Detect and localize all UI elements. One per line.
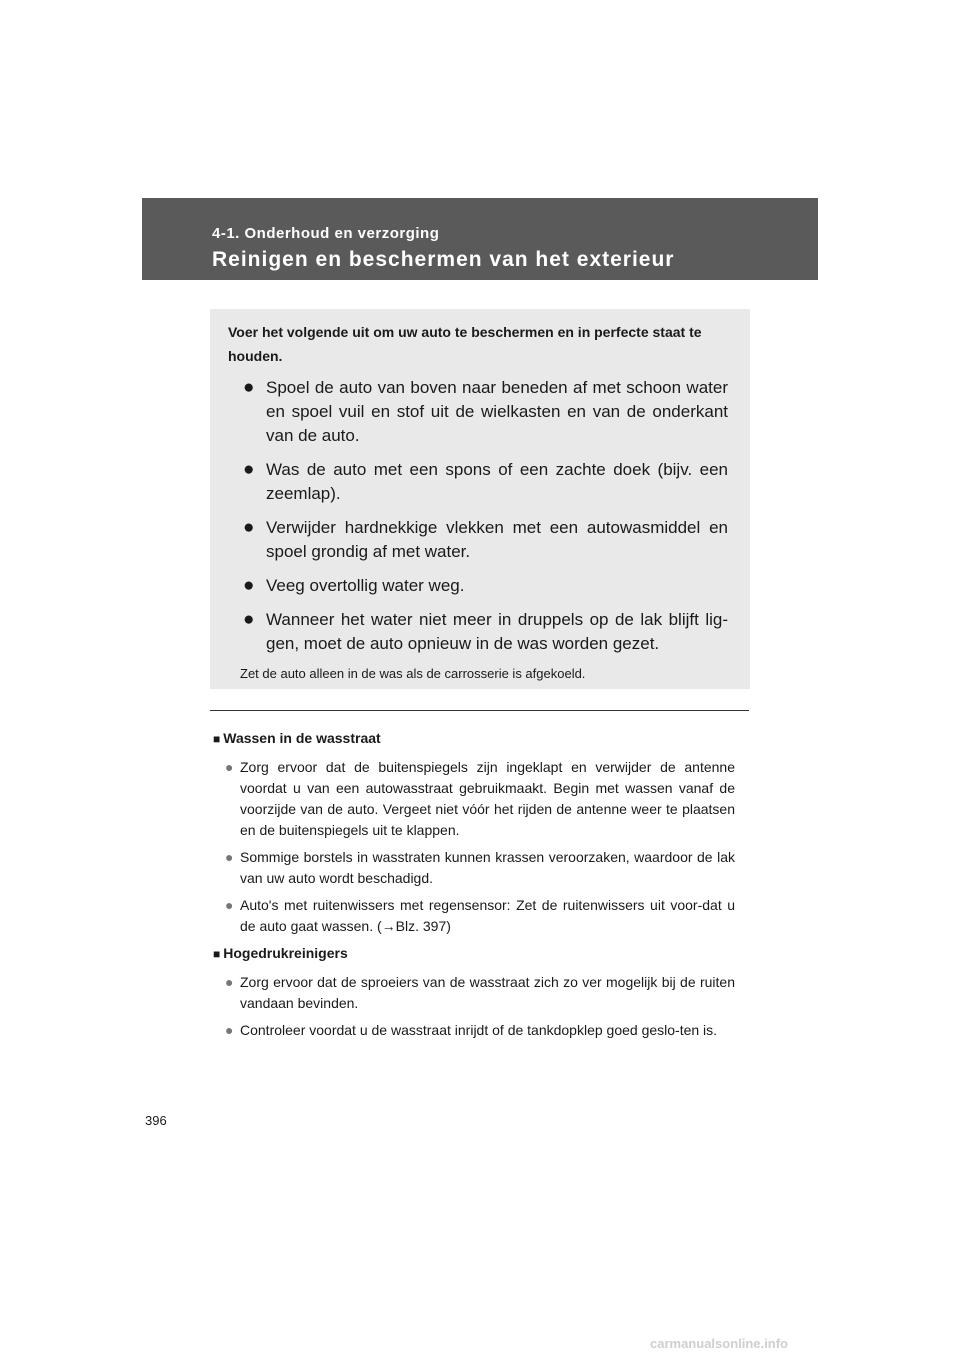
square-bullet-icon: ■ xyxy=(213,732,221,746)
watermark-text: carmanualsonline.info xyxy=(650,1336,788,1351)
bullet-icon: ● xyxy=(225,974,234,990)
list-item: ● Sommige borstels in wasstraten kunnen krassen veroorzaken, waardoor de lak van uw auto wordt beschadigd. xyxy=(225,849,735,886)
list-item: ● Auto's met ruitenwissers met regensensor: Zet de ruitenwissers uit voor-dat u de auto gaat wassen. (→Blz. 397) xyxy=(225,897,735,934)
bullet-icon: ● xyxy=(243,459,255,480)
chapter-header xyxy=(142,198,818,280)
divider xyxy=(210,710,749,711)
bullet-icon: ● xyxy=(243,517,255,538)
step-item: ● Spoel de auto van boven naar beneden af met schoon water en spoel vuil en stof uit de wielkasten en van de onderkant van de auto. xyxy=(243,377,728,445)
bullet-icon: ● xyxy=(225,897,234,913)
step-item: ● Wanneer het water niet meer in druppels op de lak blijft lig-gen, moet de auto opnieuw in de was worden gezet. xyxy=(243,609,728,653)
section-heading: ■ Wassen in de wasstraat xyxy=(213,730,381,746)
bullet-icon: ● xyxy=(243,609,255,630)
step-item: ● Was de auto met een spons of een zachte doek (bijv. een zeemlap). xyxy=(243,459,728,503)
bullet-icon: ● xyxy=(243,575,255,596)
section-heading: ■ Hogedrukreinigers xyxy=(213,945,348,961)
instruction-box xyxy=(210,309,750,689)
section-label: 4-1. Onderhoud en verzorging xyxy=(212,225,440,242)
bullet-icon: ● xyxy=(225,849,234,865)
list-item: ● Zorg ervoor dat de sproeiers van de wasstraat zich zo ver mogelijk bij de ruiten vandaan bevinden. xyxy=(225,974,735,1011)
list-item: ● Zorg ervoor dat de buitenspiegels zijn ingeklapt en verwijder de antenne voordat u van een autowasstraat gebruikmaakt. Begin met wassen vanaf de voorzijde van de auto. Vergeet niet vóór het rijden de antenne weer te plaatsen en de buitenspiegels uit te klappen. xyxy=(225,759,735,838)
bullet-icon: ● xyxy=(225,1022,234,1038)
bullet-icon: ● xyxy=(225,759,234,775)
info-sections xyxy=(213,728,735,1047)
square-bullet-icon: ■ xyxy=(213,947,221,961)
page-title: Reinigen en beschermen van het exterieur xyxy=(212,248,675,271)
intro-text: Voer het volgende uit om uw auto te beschermen en in perfecte staat te houden. xyxy=(228,324,702,364)
step-item: ● Veeg overtollig water weg. xyxy=(243,575,465,596)
page-number: 396 xyxy=(145,1113,167,1128)
list-item: ● Controleer voordat u de wasstraat inrijdt of de tankdopklep goed geslo-ten is. xyxy=(225,1020,735,1041)
bullet-icon: ● xyxy=(243,377,255,398)
note-text: Zet de auto alleen in de was als de carrosserie is afgekoeld. xyxy=(240,666,586,681)
step-item: ● Verwijder hardnekkige vlekken met een autowasmiddel en spoel grondig af met water. xyxy=(243,517,728,561)
